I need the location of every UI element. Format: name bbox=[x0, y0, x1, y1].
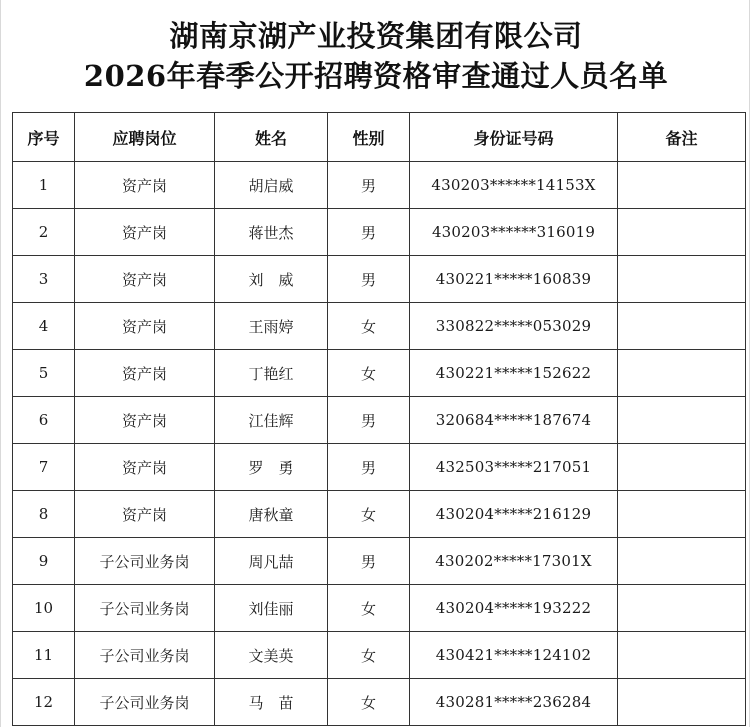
cell-position: 资产岗 bbox=[75, 397, 215, 444]
table-row bbox=[13, 679, 746, 726]
header-id-number: 身份证号码 bbox=[410, 113, 618, 162]
cell-serial-no: 4 bbox=[13, 303, 75, 350]
cell-position: 资产岗 bbox=[75, 350, 215, 397]
cell-serial-no: 6 bbox=[13, 397, 75, 444]
cell-id-number: 430221*****160839 bbox=[410, 256, 618, 303]
table-row bbox=[13, 632, 746, 679]
cell-serial-no: 3 bbox=[13, 256, 75, 303]
cell-position: 资产岗 bbox=[75, 256, 215, 303]
cell-id-number: 430221*****152622 bbox=[410, 350, 618, 397]
cell-remark bbox=[618, 162, 746, 209]
header-position: 应聘岗位 bbox=[75, 113, 215, 162]
cell-gender: 女 bbox=[328, 585, 410, 632]
cell-gender: 女 bbox=[328, 632, 410, 679]
candidate-table bbox=[12, 112, 746, 726]
cell-remark bbox=[618, 632, 746, 679]
cell-name: 文美英 bbox=[215, 632, 328, 679]
cell-gender: 男 bbox=[328, 444, 410, 491]
cell-id-number: 430202*****17301X bbox=[410, 538, 618, 585]
cell-position: 资产岗 bbox=[75, 491, 215, 538]
cell-name: 王雨婷 bbox=[215, 303, 328, 350]
cell-serial-no: 5 bbox=[13, 350, 75, 397]
cell-gender: 女 bbox=[328, 303, 410, 350]
cell-position: 子公司业务岗 bbox=[75, 679, 215, 726]
table-row bbox=[13, 209, 746, 256]
table-row bbox=[13, 303, 746, 350]
cell-name: 刘 威 bbox=[215, 256, 328, 303]
cell-serial-no: 1 bbox=[13, 162, 75, 209]
cell-gender: 男 bbox=[328, 256, 410, 303]
cell-id-number: 430421*****124102 bbox=[410, 632, 618, 679]
cell-serial-no: 9 bbox=[13, 538, 75, 585]
header-serial-no: 序号 bbox=[13, 113, 75, 162]
cell-serial-no: 11 bbox=[13, 632, 75, 679]
header-name: 姓名 bbox=[215, 113, 328, 162]
cell-gender: 女 bbox=[328, 679, 410, 726]
cell-name: 周凡喆 bbox=[215, 538, 328, 585]
cell-id-number: 320684*****187674 bbox=[410, 397, 618, 444]
table-row bbox=[13, 397, 746, 444]
document-title bbox=[1, 16, 750, 96]
cell-remark bbox=[618, 585, 746, 632]
cell-position: 子公司业务岗 bbox=[75, 585, 215, 632]
cell-remark bbox=[618, 679, 746, 726]
cell-id-number: 430203******14153X bbox=[410, 162, 618, 209]
cell-name: 罗 勇 bbox=[215, 444, 328, 491]
cell-remark bbox=[618, 350, 746, 397]
cell-name: 丁艳红 bbox=[215, 350, 328, 397]
cell-gender: 男 bbox=[328, 397, 410, 444]
cell-gender: 男 bbox=[328, 162, 410, 209]
table-row bbox=[13, 256, 746, 303]
cell-remark bbox=[618, 256, 746, 303]
cell-name: 马 苗 bbox=[215, 679, 328, 726]
table-row bbox=[13, 538, 746, 585]
table-row bbox=[13, 585, 746, 632]
cell-position: 资产岗 bbox=[75, 209, 215, 256]
cell-id-number: 430204*****216129 bbox=[410, 491, 618, 538]
cell-remark bbox=[618, 444, 746, 491]
cell-position: 资产岗 bbox=[75, 303, 215, 350]
title-company: 湖南京湖产业投资集团有限公司 bbox=[169, 19, 583, 53]
cell-serial-no: 2 bbox=[13, 209, 75, 256]
cell-remark bbox=[618, 209, 746, 256]
cell-position: 子公司业务岗 bbox=[75, 538, 215, 585]
cell-gender: 女 bbox=[328, 350, 410, 397]
table-row bbox=[13, 350, 746, 397]
cell-id-number: 330822*****053029 bbox=[410, 303, 618, 350]
cell-name: 江佳辉 bbox=[215, 397, 328, 444]
title-list-name: 2026年春季公开招聘资格审查通过人员名单 bbox=[83, 59, 669, 93]
cell-remark bbox=[618, 491, 746, 538]
cell-name: 胡启威 bbox=[215, 162, 328, 209]
cell-position: 资产岗 bbox=[75, 162, 215, 209]
table-row bbox=[13, 444, 746, 491]
table-row bbox=[13, 491, 746, 538]
cell-gender: 男 bbox=[328, 538, 410, 585]
cell-remark bbox=[618, 303, 746, 350]
cell-serial-no: 10 bbox=[13, 585, 75, 632]
cell-id-number: 430281*****236284 bbox=[410, 679, 618, 726]
cell-name: 蒋世杰 bbox=[215, 209, 328, 256]
cell-id-number: 432503*****217051 bbox=[410, 444, 618, 491]
cell-serial-no: 7 bbox=[13, 444, 75, 491]
header-gender: 性别 bbox=[328, 113, 410, 162]
cell-id-number: 430204*****193222 bbox=[410, 585, 618, 632]
cell-remark bbox=[618, 538, 746, 585]
table-row bbox=[13, 162, 746, 209]
cell-name: 刘佳丽 bbox=[215, 585, 328, 632]
cell-remark bbox=[618, 397, 746, 444]
table-header-row bbox=[13, 113, 746, 162]
cell-gender: 女 bbox=[328, 491, 410, 538]
header-remark: 备注 bbox=[618, 113, 746, 162]
cell-position: 资产岗 bbox=[75, 444, 215, 491]
cell-id-number: 430203******316019 bbox=[410, 209, 618, 256]
table-body bbox=[13, 162, 746, 726]
cell-gender: 男 bbox=[328, 209, 410, 256]
cell-serial-no: 8 bbox=[13, 491, 75, 538]
cell-name: 唐秋童 bbox=[215, 491, 328, 538]
cell-serial-no: 12 bbox=[13, 679, 75, 726]
cell-position: 子公司业务岗 bbox=[75, 632, 215, 679]
